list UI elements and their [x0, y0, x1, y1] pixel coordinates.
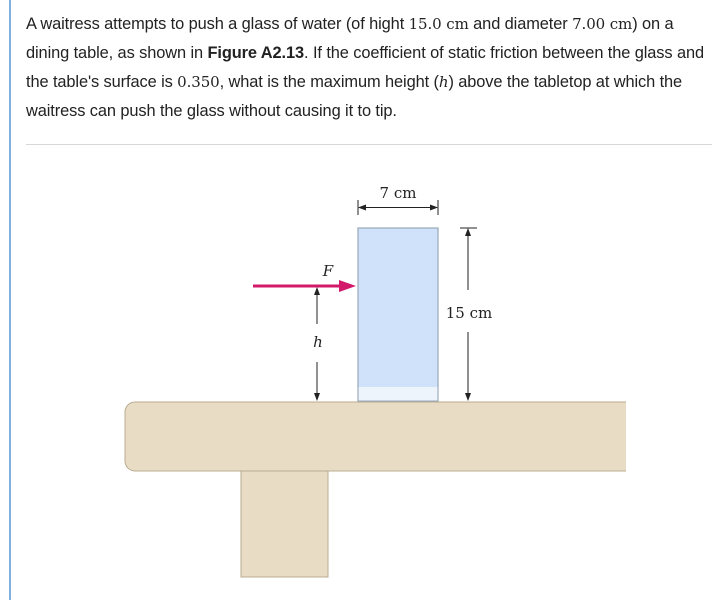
- question-part-2: and diameter: [468, 15, 573, 33]
- glass: [358, 228, 438, 401]
- force-arrow-head: [339, 280, 356, 292]
- table-leg: [241, 470, 328, 577]
- width-label: 7 cm: [379, 184, 417, 202]
- question-part-1: A waitress attempts to push a glass of water (of hight: [26, 15, 409, 33]
- question-part-5: , what is the maximum height (: [219, 73, 439, 91]
- friction-coefficient-value: 0.350: [177, 73, 220, 91]
- height-value: 15.0 cm: [408, 15, 469, 33]
- h-variable: h: [438, 73, 449, 91]
- question-part-6: ) above the tabletop at which the waitress can push the glass without causing it to tip.: [26, 73, 683, 120]
- force-label: F: [322, 262, 334, 280]
- question-part-3: ) on a dining table, as shown in: [26, 15, 674, 62]
- table-top-edge-mask: [626, 400, 719, 475]
- height-label: 15 cm: [445, 304, 493, 322]
- question-part-4: . If the coefficient of static friction between the glass and the table's surface is: [26, 44, 704, 91]
- glass-base: [359, 387, 438, 401]
- diameter-value: 7.00 cm: [572, 15, 633, 33]
- figure-reference: Figure A2.13: [207, 44, 305, 62]
- h-label: h: [313, 333, 323, 351]
- table-top: [125, 402, 665, 471]
